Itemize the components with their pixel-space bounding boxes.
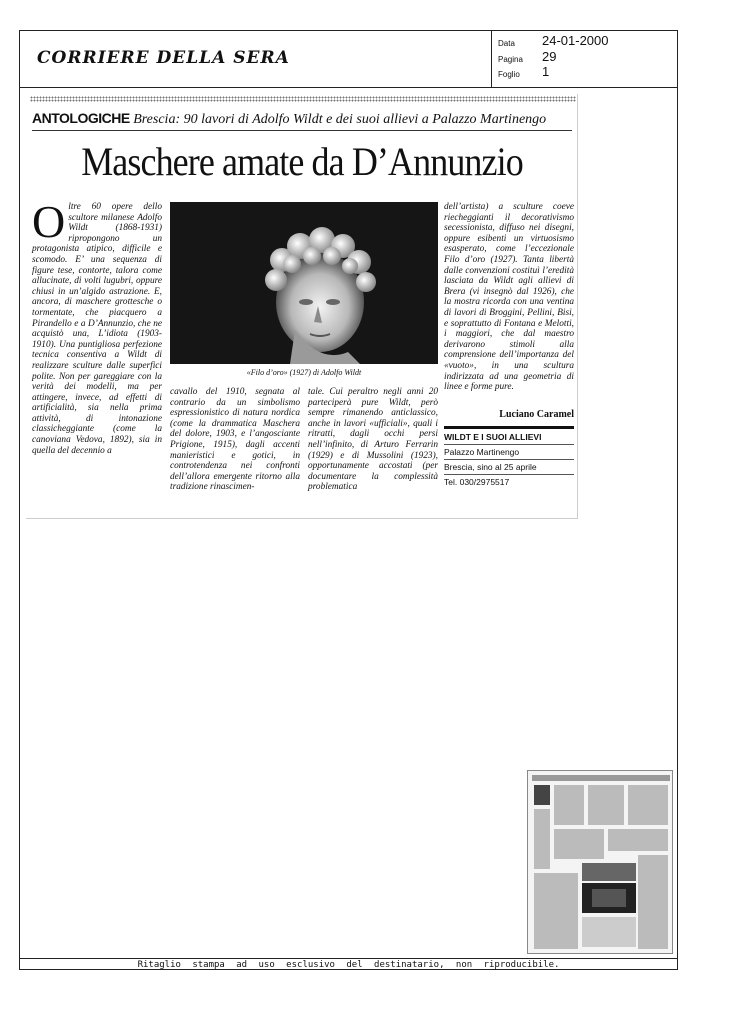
column-1	[32, 196, 162, 456]
clipping-header	[19, 30, 678, 88]
kicker	[32, 110, 546, 128]
info-title: WILDT E I SUOI ALLIEVI	[444, 432, 574, 445]
page-value: 29	[542, 49, 557, 64]
headline: Maschere amate da D’Annunzio	[81, 139, 523, 184]
page-thumbnail-image	[528, 771, 673, 954]
page-label: Pagina	[498, 55, 523, 64]
page-thumbnail	[527, 770, 673, 954]
byline: Luciano Caramel	[499, 409, 574, 420]
sculpture-image	[170, 202, 438, 364]
info-bar	[444, 426, 574, 429]
sheet-label: Foglio	[498, 70, 520, 79]
footer-notice: Ritaglio stampa ad uso esclusivo del destinatario, non riproducibile.	[19, 958, 678, 971]
top-dotted-border	[30, 96, 576, 102]
date-label: Data	[498, 39, 515, 48]
article-clipping	[26, 94, 578, 519]
masthead: CORRIERE DELLA SERA	[37, 48, 290, 68]
column-3: tale. Cui peraltro negli anni 20 parteciperà pure Wildt, però sempre rimanendo anticlassico, anche in lavori «ufficiali», quali i ritratti, dagli occhi persi nell’infinito, di Arturo Ferrarin (1929) e di Mussolini (1923), opportunamente accostati (per documentare la complessità problematica	[308, 387, 438, 493]
column-4: dell’artista) a sculture coeve riecheggianti il decorativismo secessionista, diffuso nei disegni, oppure esibenti un virtuosismo esasperato, come l’eccezionale Filo d’oro (1927). Tanta libertà dalle convenzioni costituì l’eredità lasciata da Wildt agli allievi di Brera (vi insegnò dal 1926), che la mostra ricorda con una ventina di lavori di Broggini, Pellini, Bisi, e soprattutto di Fontana e Melotti, i maggiori, che dal maestro derivarono stimoli alla comprensione dell’importanza del «vuoto», in una scultura indirizzata ad una geometria di linee e forme pure.	[444, 202, 574, 393]
kicker-tag: ANTOLOGICHE	[32, 110, 130, 126]
date-value: 24-01-2000	[542, 33, 609, 48]
dropcap: O	[32, 196, 66, 247]
column-1-text: ltre 60 opere dello scultore milanese Adolfo Wildt (1868-1931) ripropongono un protagonista atipico, difficile e scomodo. E’ una sequenza di figure tese, contorte, talora come allucinate, di volti lugubri, oppure chiusi in un’algido astrazione. E, ancora, di maschere grottesche o tormentate, che piacquero a Pirandello e a D’Annunzio, che ne acquistò una, L’idiota (1903-1910). Una puntigliosa perfezione tecnica consentiva a Wildt di realizzare sculture dalle superfici polite. Non per gareggiare con la verità dei modelli, ma per attingere, invece, ad effetti di artificialità, sia nella prima attività, di intonazione classicheggiante (come la canoviana Vedova, 1892), sia in quella del decennio a	[32, 202, 162, 456]
column-2: cavallo del 1910, segnata al contrario da un simbolismo espressionistico di natura nordica (come la drammatica Maschera del dolore, 1903, e l’angosciante Prigione, 1915), dagli accenti manieristici e gotici, in controtendenza nei confronti dell’allora emergente ritorno alla tradizione rinascimen-	[170, 387, 300, 493]
kicker-text: Brescia: 90 lavori di Adolfo Wildt e dei suoi allievi a Palazzo Martinengo	[129, 112, 547, 127]
info-phone: Tel. 030/2975517	[444, 477, 510, 487]
info-place: Palazzo Martinengo	[444, 445, 574, 460]
clipping-meta	[491, 30, 679, 87]
sheet-value: 1	[542, 64, 550, 79]
info-dates: Brescia, sino al 25 aprile	[444, 460, 574, 475]
photo-caption: «Filo d’oro» (1927) di Adolfo Wildt	[246, 368, 362, 377]
kicker-rule	[32, 130, 572, 131]
exhibition-info-box	[444, 426, 574, 489]
sculpture-photo	[170, 202, 438, 364]
